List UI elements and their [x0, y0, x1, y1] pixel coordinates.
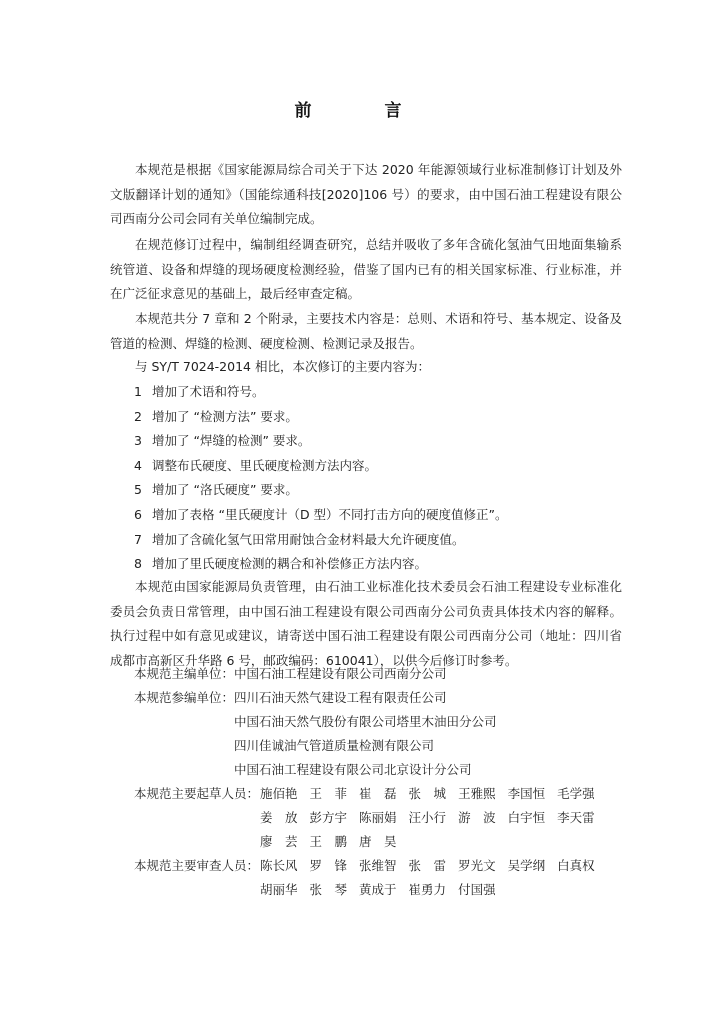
person-name: 黄成于: [359, 882, 397, 897]
drafters-label: 本规范主要起草人员：: [134, 786, 260, 801]
list-item: 6 增加了表格 “里氏硬度计（D 型）不同打击方向的硬度值修正”。: [134, 507, 508, 522]
list-item: 1 增加了术语和符号。: [134, 384, 265, 399]
list-item: 8 增加了里氏硬度检测的耦合和补偿修正方法内容。: [134, 556, 428, 571]
person-name: 付国强: [458, 882, 496, 897]
paragraph-basis: 本规范是根据《国家能源局综合司关于下达 2020 年能源领域行业标准制修订计划及外文版翻译计划的通知》（国能综通科技[2020]106 号）的要求，由中国石油工程建设有限公司西南分公司会同有关单位编制完成。: [110, 162, 622, 227]
person-name: 姜 放: [260, 810, 298, 825]
person-name: 廖 芸: [260, 834, 298, 849]
participating-unit: 中国石油天然气股份有限公司塔里木油田分公司: [234, 714, 497, 729]
person-name: 王 菲: [309, 786, 348, 801]
person-name: 罗光文: [458, 858, 496, 873]
chief-unit-value: 中国石油工程建设有限公司西南分公司: [234, 666, 447, 681]
participating-units-label: 本规范参编单位：: [134, 690, 235, 705]
person-name: 李国恒: [507, 786, 546, 801]
list-item: 7 增加了含硫化氢气田常用耐蚀合金材料最大允许硬度值。: [134, 532, 465, 547]
chief-unit-label: 本规范主编单位：: [134, 666, 235, 681]
participating-unit: 四川石油天然气建设工程有限责任公司: [234, 690, 447, 705]
person-name: 施佰艳: [260, 786, 298, 801]
reviewers-row: [260, 878, 508, 902]
reviewers-row: [260, 854, 607, 878]
person-name: 吴学纲: [507, 858, 546, 873]
person-name: 陈长风: [260, 858, 298, 873]
person-name: 罗 锋: [309, 858, 348, 873]
person-name: 毛学强: [557, 786, 595, 801]
page-title: 前 言: [294, 101, 430, 121]
list-item: 4 调整布氏硬度、里氏硬度检测方法内容。: [134, 458, 378, 473]
participating-unit: 四川佳诚油气管道质量检测有限公司: [234, 738, 435, 753]
paragraph-process: 在规范修订过程中，编制组经调查研究，总结并吸收了多年含硫化氢油气田地面集输系统管道、设备和焊缝的现场硬度检测经验，借鉴了国内已有的相关国家标准、行业标准，并在广泛征求意见的基础上，最后经审查定稿。: [110, 237, 622, 302]
person-name: 王雅熙: [458, 786, 496, 801]
list-item: 2 增加了 “检测方法” 要求。: [134, 409, 298, 424]
reviewers-label: 本规范主要审查人员：: [134, 858, 260, 873]
person-name: 张 城: [408, 786, 447, 801]
person-name: 胡丽华: [260, 882, 298, 897]
list-item: 3 增加了 “焊缝的检测” 要求。: [134, 433, 311, 448]
person-name: 彭方宇: [309, 810, 348, 825]
person-name: 王 鹏: [309, 834, 348, 849]
person-name: 唐 昊: [359, 834, 397, 849]
drafters-row: [260, 806, 607, 830]
person-name: 张维智: [359, 858, 397, 873]
person-name: 白真权: [557, 858, 595, 873]
person-name: 李天雷: [557, 810, 595, 825]
participating-unit: 中国石油工程建设有限公司北京设计分公司: [234, 762, 472, 777]
person-name: 汪小行: [408, 810, 447, 825]
person-name: 陈丽娟: [359, 810, 397, 825]
person-name: 张 雷: [408, 858, 447, 873]
paragraph-management: 本规范由国家能源局负责管理，由石油工业标准化技术委员会石油工程建设专业标准化委员会负责日常管理，由中国石油工程建设有限公司西南分公司负责具体技术内容的解释。执行过程中如有意见或建议，请寄送中国石油工程建设有限公司西南分公司（地址：四川省成都市高新区升华路 6 号，邮政编码：610041），以供今后修订时参考。: [110, 579, 622, 668]
drafters-row: [260, 830, 409, 854]
paragraph-content: 本规范共分 7 章和 2 个附录，主要技术内容是：总则、术语和符号、基本规定、设备及管道的检测、焊缝的检测、硬度检测、检测记录及报告。: [110, 311, 622, 351]
list-item: 5 增加了 “洛氏硬度” 要求。: [134, 482, 298, 497]
person-name: 张 琴: [309, 882, 348, 897]
person-name: 崔勇力: [408, 882, 447, 897]
person-name: 崔 磊: [359, 786, 397, 801]
person-name: 白宇恒: [507, 810, 546, 825]
person-name: 游 波: [458, 810, 496, 825]
drafters-row: [260, 782, 607, 806]
paragraph-changes-intro: 与 SY/T 7024-2014 相比，本次修订的主要内容为：: [135, 359, 430, 374]
